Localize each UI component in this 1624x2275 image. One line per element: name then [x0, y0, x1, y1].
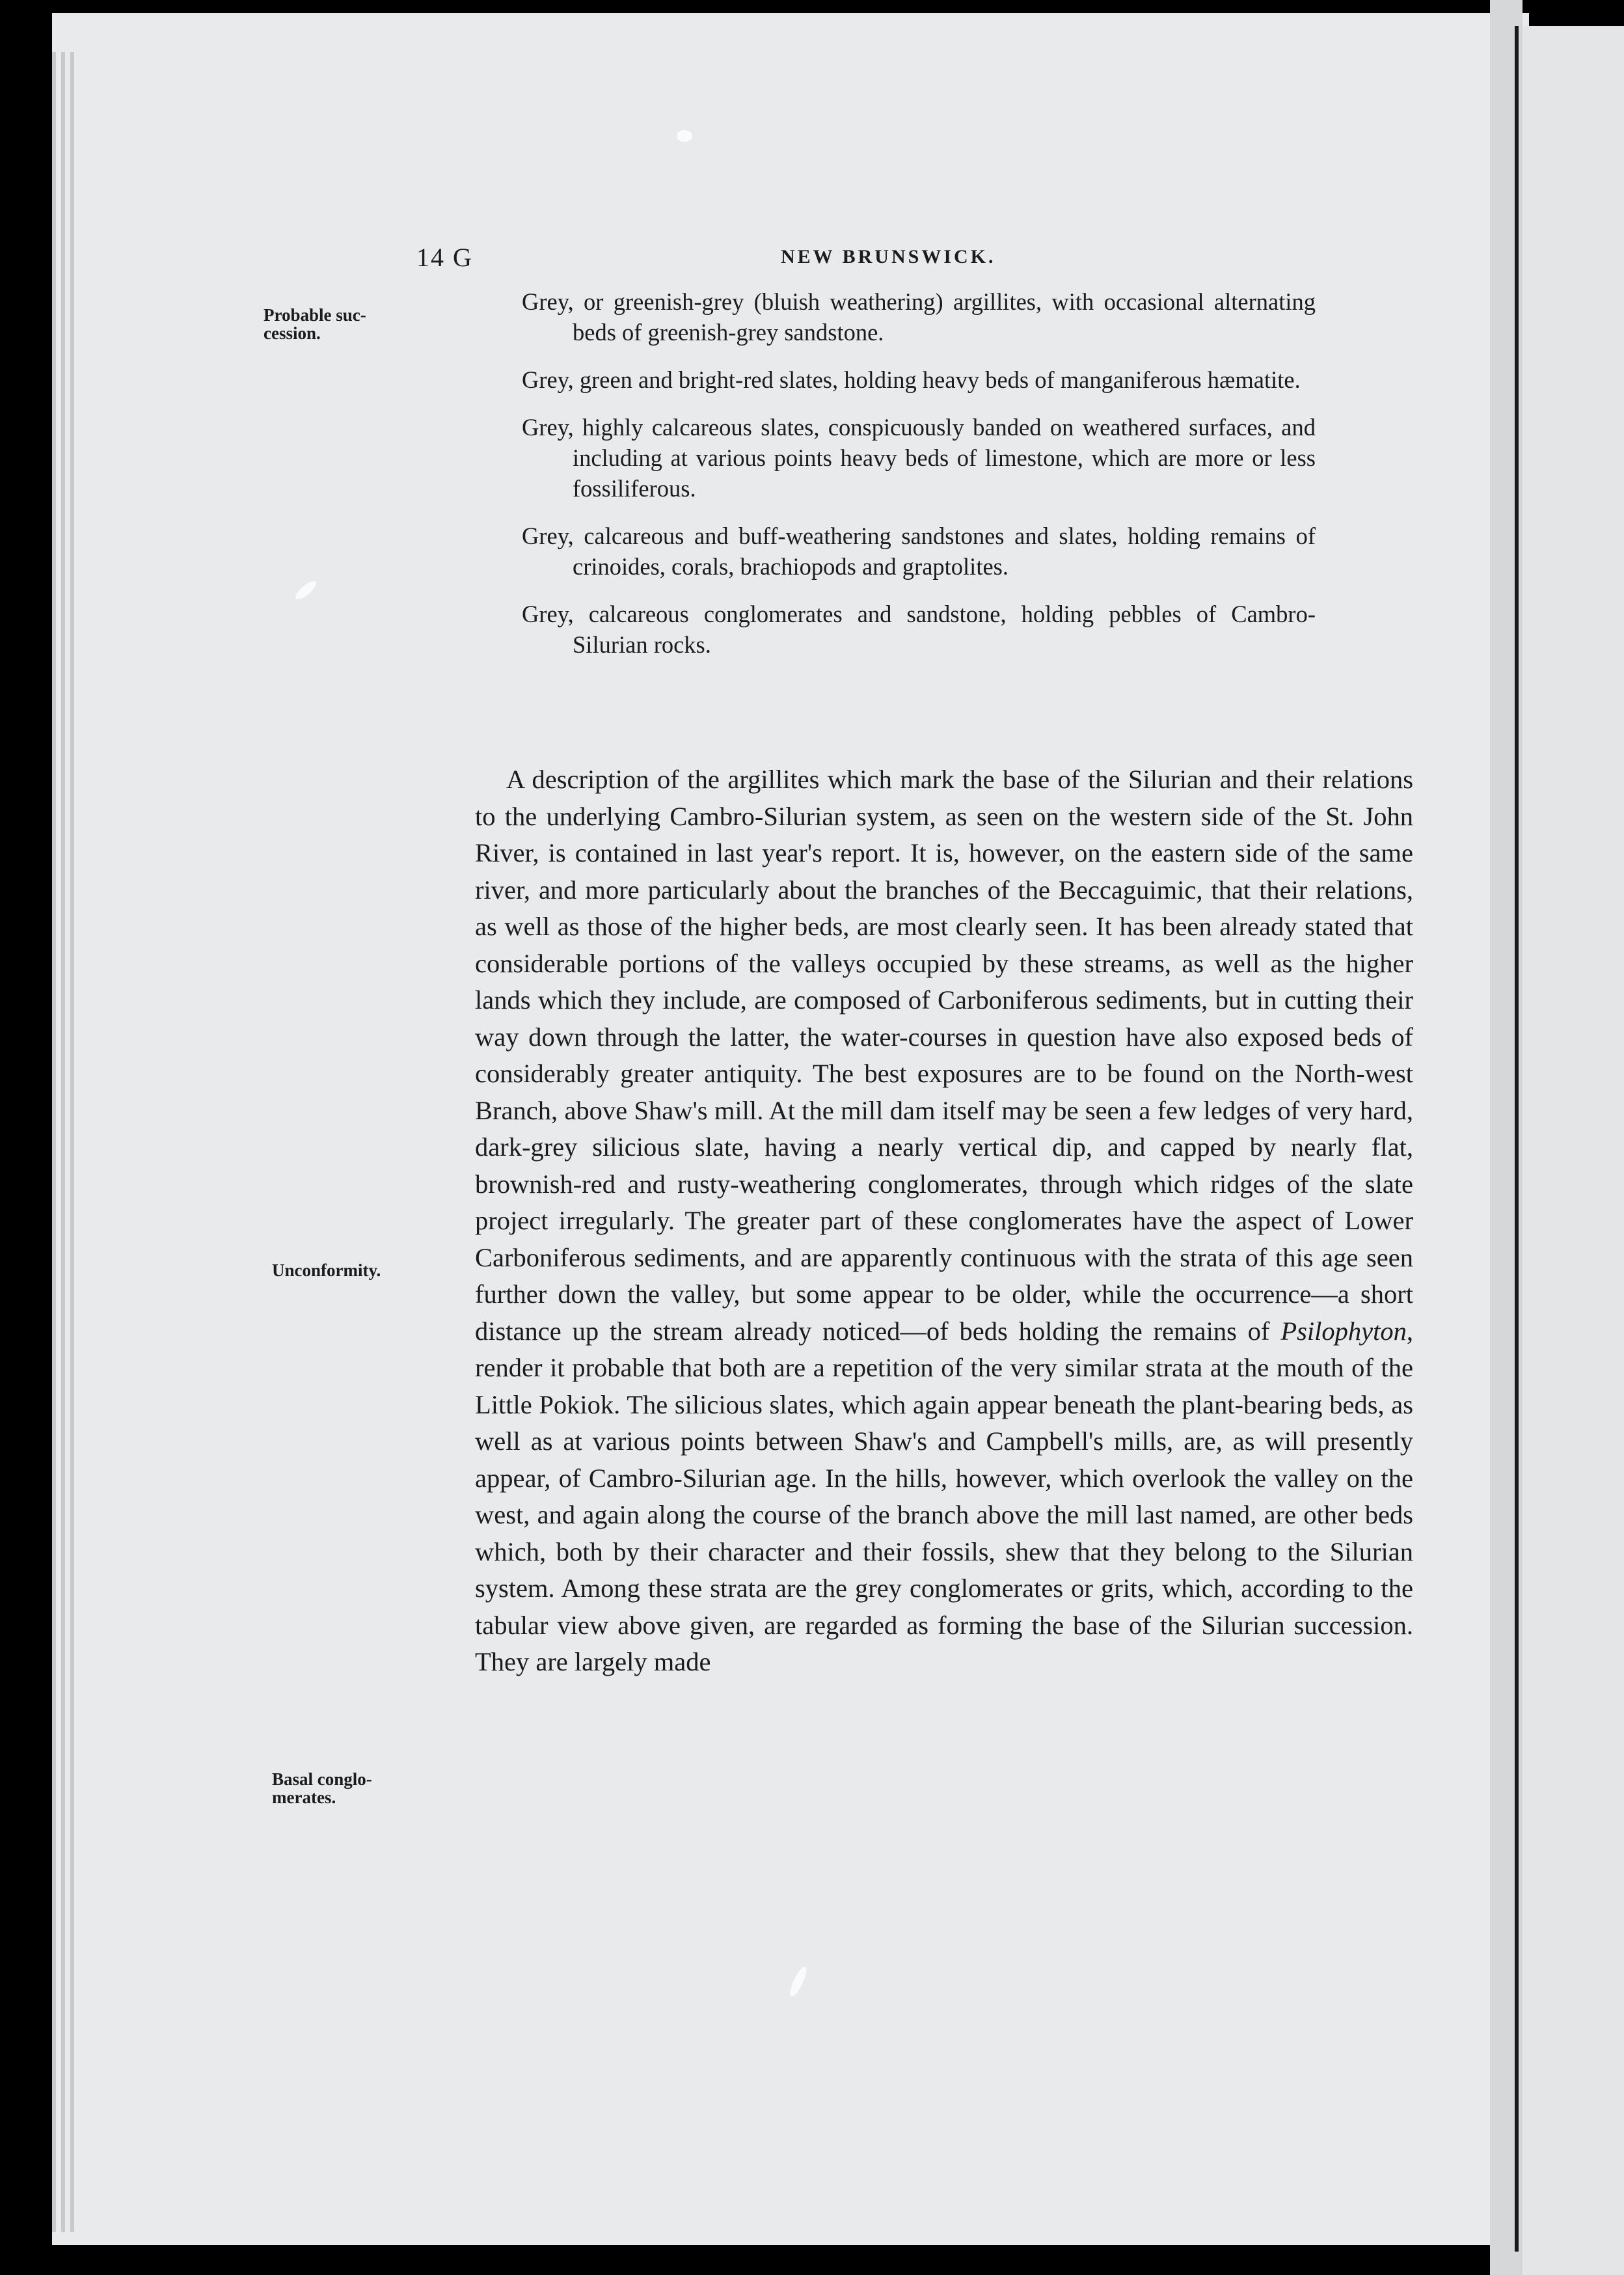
succession-entry: Grey, calcareous conglomerates and sandstone, holding pebbles of Cambro-Silurian rocks. — [522, 601, 1316, 658]
paragraph-text: , render it probable that both are a repetition of the very similar strata at the mouth of the Little Pokiok. The silicious slates, which again appear beneath the plant-bearing beds, as well as at various points between Shaw's and Campbell's mills, are, as will presently appear, of Cambro-Silurian age. In the hills, however, which overlook the valley on the west, and again along the course of the branch above the mill last named, are other beds which, both by their character and their fossils, shew that they belong to the Silurian system. Among these strata are the grey conglomerates or grits, which, according to the tabular view above given, are regarded as forming the base of the Silurian succession. They are largely made — [475, 1316, 1413, 1676]
succession-list — [522, 286, 1316, 677]
scan-speck — [677, 130, 692, 142]
margin-note-probable-succession: Probable suc- cession. — [264, 305, 366, 343]
body-paragraph — [475, 761, 1413, 1681]
margin-note-basal-conglomerates: Basal conglo- merates. — [272, 1769, 372, 1807]
page-edge-line — [61, 52, 65, 2232]
paragraph-text: A description of the argillites which mark the base of the Silurian and their relations to the underlying Cambro-Silurian system, as seen on the western side of the St. John River, is contained in last year's report. It is, however, on the eastern side of the same river, and more particularly about the branches of the Beccaguimic, that their relations, as well as those of the higher beds, are most clearly seen. It has been already stated that considerable portions of the valleys occupied by these streams, as well as the higher lands which they include, are composed of Carboniferous sediments, but in cutting their way down through the latter, the water-courses in question have also exposed beds of considerably greater antiquity. The best exposures are to be found on the North-west Branch, above Shaw's mill. At the mill dam itself may be seen a few ledges of very hard, dark-grey silicious slate, having a nearly vertical dip, and capped by nearly flat, brownish-red and rusty-weathering conglomerates, through which ridges of the slate project irregularly. The greater part of these conglomerates have the aspect of Lower Carboniferous sediments, and are apparently continuous with the strata of this age seen further down the valley, but some appear to be older, while the occurrence—a short distance up the stream already noticed—of beds holding the remains of — [475, 765, 1413, 1346]
scan-speck — [787, 1965, 809, 1998]
succession-entry: Grey, or greenish-grey (bluish weathering) argillites, with occasional alternating beds of greenish-grey sandstone. — [522, 288, 1316, 346]
page-number: 14 G — [416, 243, 473, 272]
page-edge-line — [52, 52, 56, 2232]
italic-term: Psilophyton — [1280, 1316, 1407, 1346]
page — [52, 13, 1529, 2245]
body-text — [475, 761, 1413, 1681]
gutter-line — [1515, 26, 1519, 2252]
margin-note-unconformity: Unconformity. — [272, 1260, 381, 1280]
facing-page-edge — [1522, 26, 1624, 2275]
scan-speck — [293, 579, 319, 602]
running-head: NEW BRUNSWICK. — [781, 246, 996, 267]
succession-entry: Grey, calcareous and buff-weathering sandstones and slates, holding remains of crinoides, corals, brachiopods and graptolites. — [522, 523, 1316, 580]
succession-entry: Grey, highly calcareous slates, conspicuously banded on weathered surfaces, and including at various points heavy beds of limestone, which are more or less fossiliferous. — [522, 414, 1316, 502]
succession-entry: Grey, green and bright-red slates, holding heavy beds of manganiferous hæmatite. — [522, 366, 1301, 393]
page-edge-line — [70, 52, 74, 2232]
